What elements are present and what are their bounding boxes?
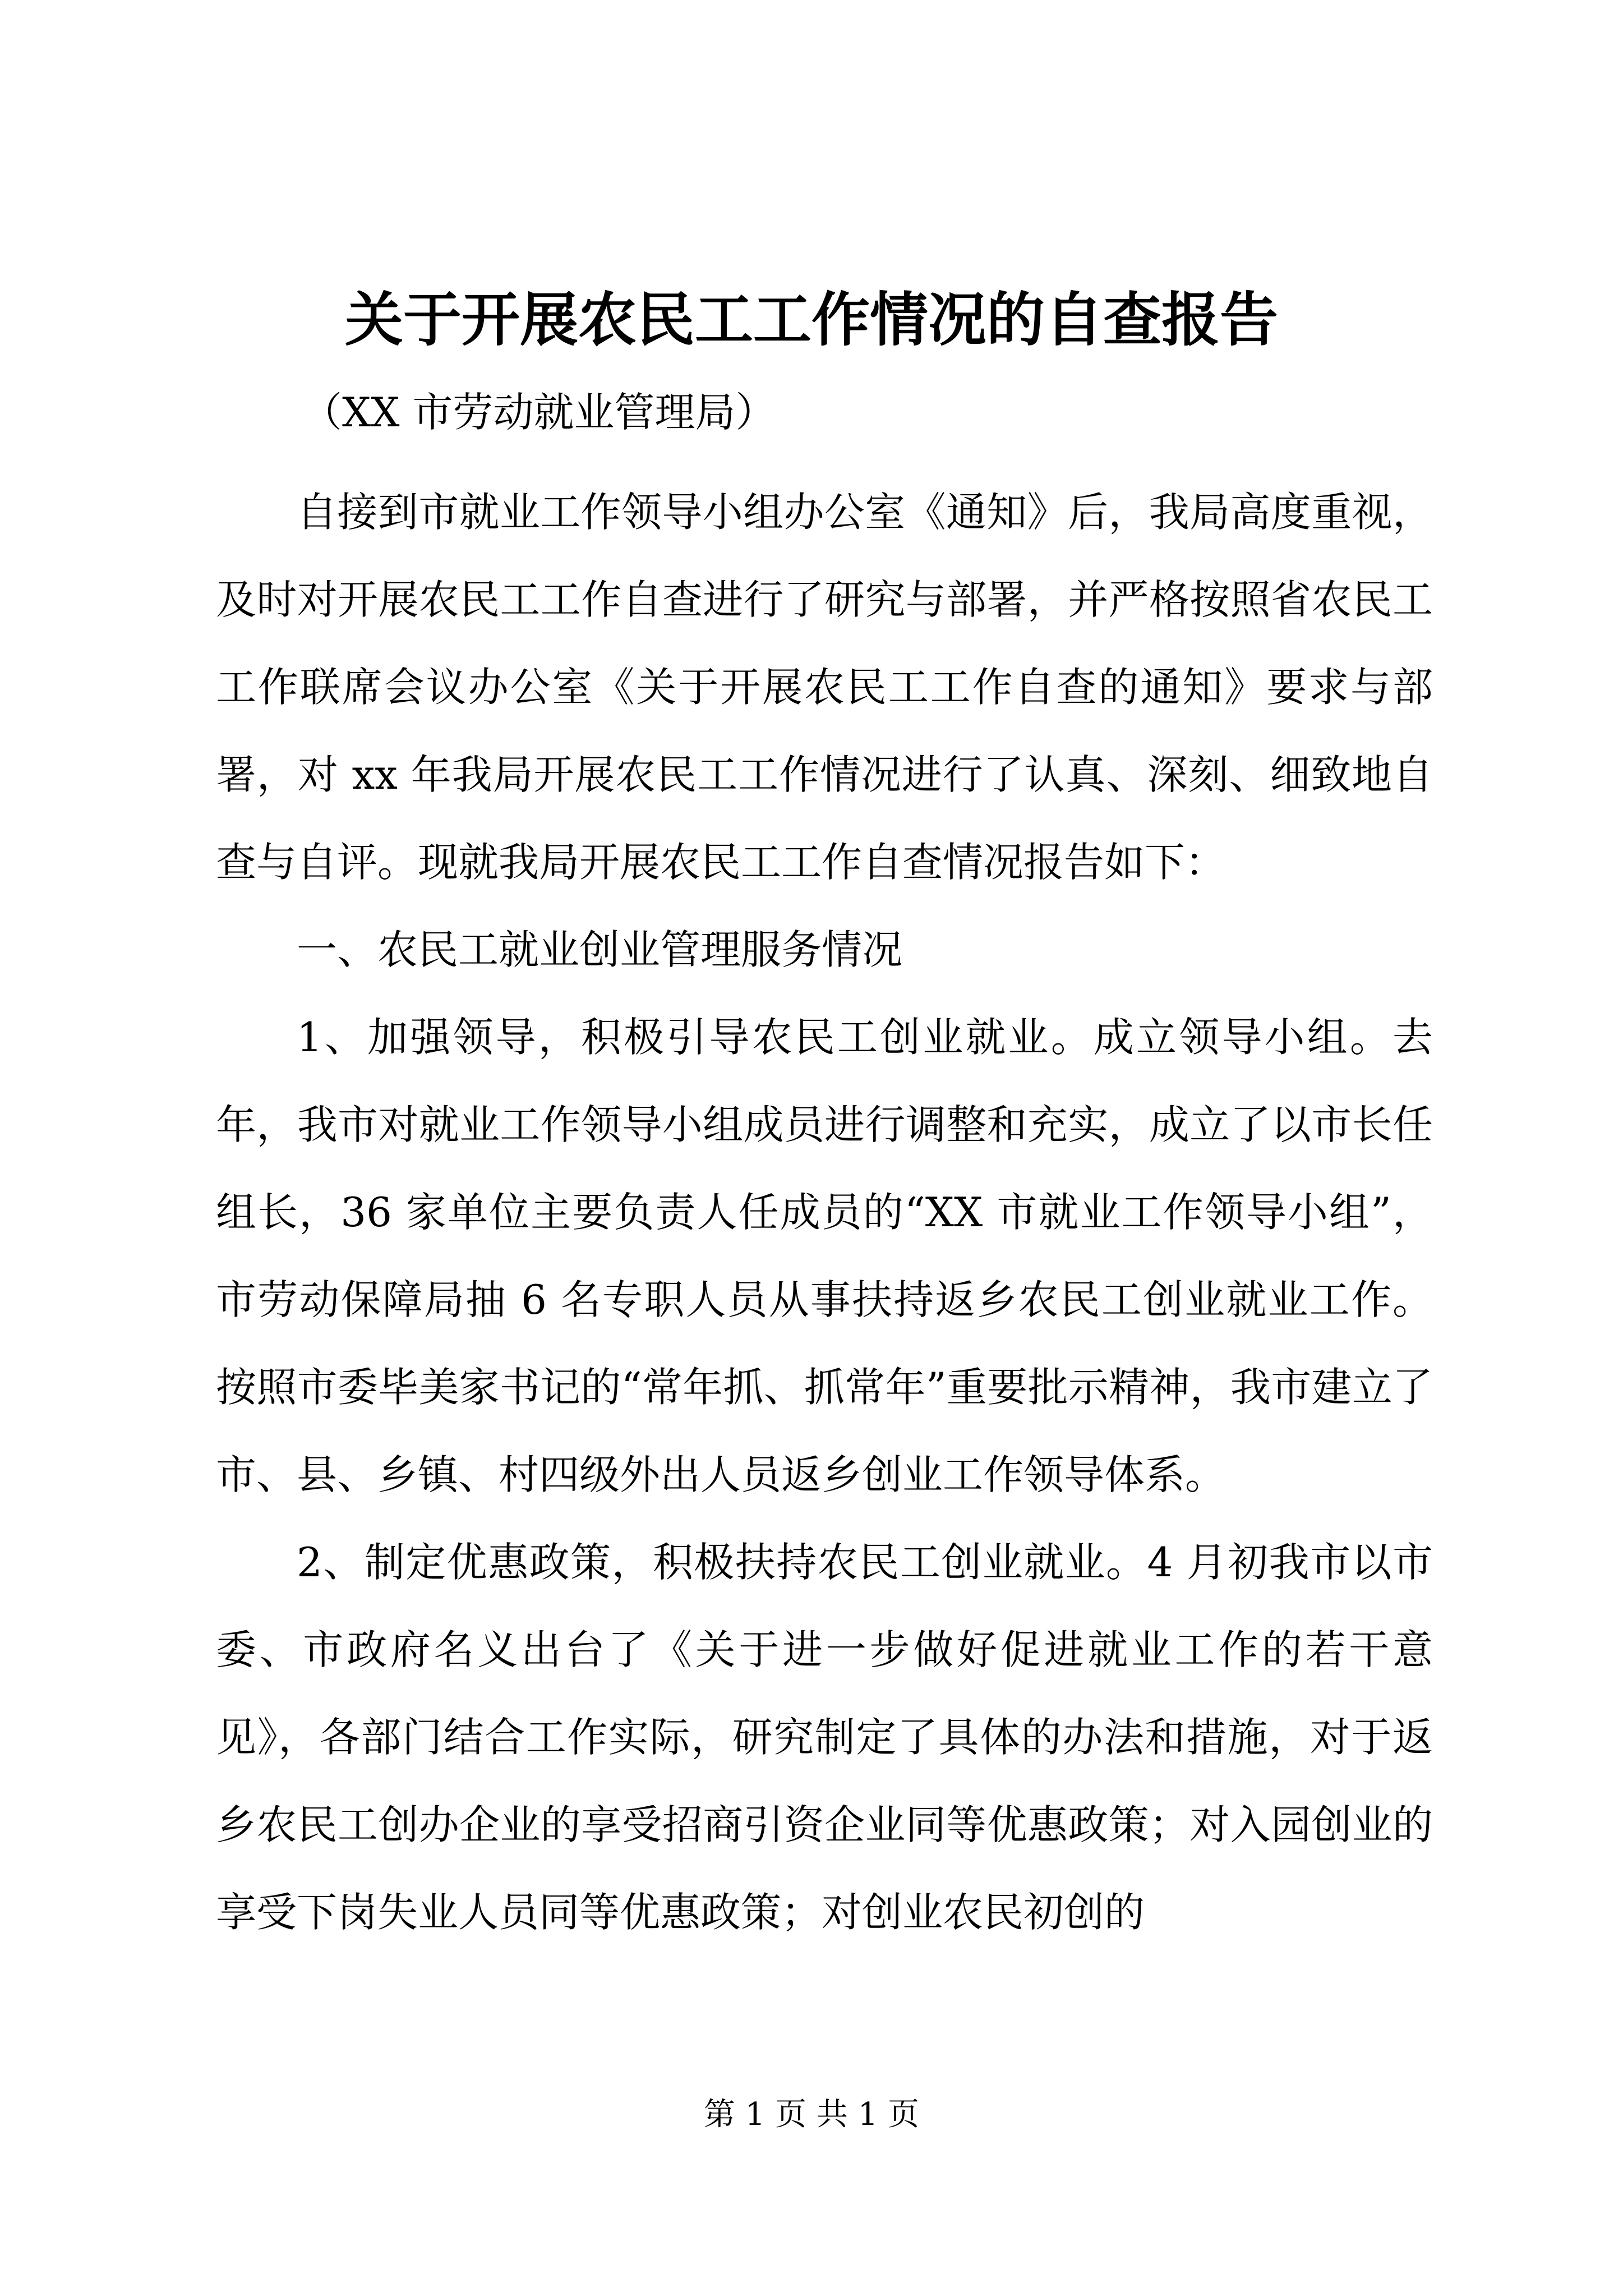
body-paragraph: 1、加强领导，积极引导农民工创业就业。成立领导小组。去年，我市对就业工作领导小组成员进行调整和充实，成立了以市长任组长，36 家单位主要负责人任成员的“XX 市就业工作领导小组”，市劳动保障局抽 6 名专职人员从事扶持返乡农民工创业就业工作。按照市委毕美家书记的“常年抓、抓常年”重要批示精神，我市建立了市、县、乡镇、村四级外出人员返乡创业工作领导体系。	[216, 1014, 1433, 1498]
body-paragraph: 2、制定优惠政策，积极扶持农民工创业就业。4 月初我市以市委、市政府名义出台了《关于进一步做好促进就业工作的若干意见》，各部门结合工作实际，研究制定了具体的办法和措施，对于返乡农民工创办企业的享受招商引资企业同等优惠政策；对入园创业的享受下岗失业人员同等优惠政策；对创业农民初创的	[216, 1539, 1433, 1936]
document-body	[216, 468, 1433, 1956]
section-heading: 一、农民工就业创业管理服务情况	[297, 926, 903, 973]
document-title: 关于开展农民工工作情况的自查报告	[344, 285, 1278, 354]
page-footer: 第 1 页 共 1 页	[703, 2096, 920, 2133]
document-subtitle: （XX 市劳动就业管理局）	[302, 389, 776, 436]
body-paragraph: 自接到市就业工作领导小组办公室《通知》后，我局高度重视，及时对开展农民工工作自查进行了研究与部署，并严格按照省农民工工作联席会议办公室《关于开展农民工工作自查的通知》要求与部署，对 xx 年我局开展农民工工作情况进行了认真、深刻、细致地自查与自评。现就我局开展农民工工作自查情况报告如下：	[216, 489, 1433, 886]
